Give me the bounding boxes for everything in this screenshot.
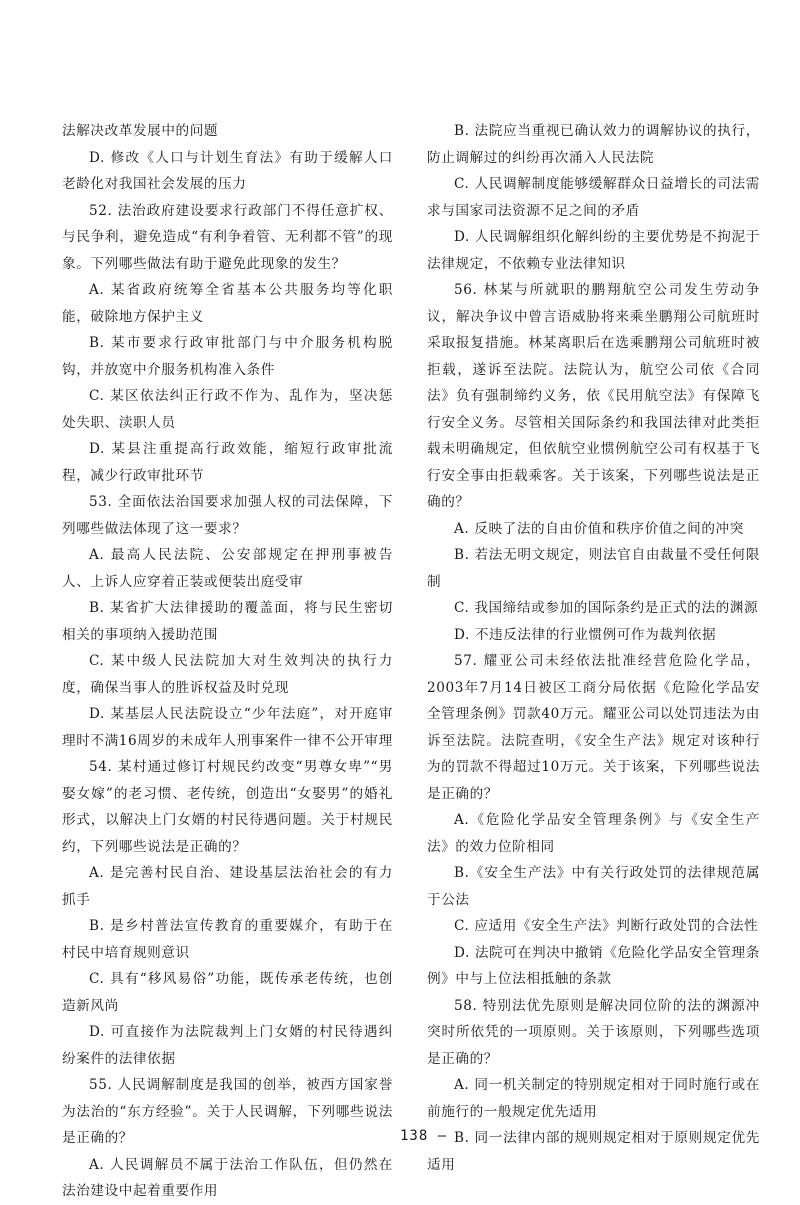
left-paragraph: B. 某市要求行政审批部门与中介服务机构脱钩，并放宽中介服务机构准入条件: [62, 335, 393, 378]
left-paragraph: C. 某区依法纠正行政不作为、乱作为，坚决惩处失职、渎职人员: [62, 388, 393, 431]
right-paragraph: C. 人民调解制度能够缓解群众日益增长的司法需求与国家司法资源不足之间的矛盾: [427, 176, 760, 219]
right-paragraph: A.《危险化学品安全管理条例》与《安全生产法》的效力位阶相同: [427, 812, 760, 855]
right-paragraph: A. 同一机关制定的特别规定相对于同时施行或在前施行的一般规定优先适用: [427, 1077, 760, 1120]
left-paragraph: 52. 法治政府建设要求行政部门不得任意扩权、与民争利，避免造成“有利争着管、无利都不管”的现象。下列哪些做法有助于避免此现象的发生？: [62, 202, 393, 272]
right-paragraph: 58. 特别法优先原则是解决同位阶的法的渊源冲突时所依凭的一项原则。关于该原则，下列哪些选项是正确的？: [427, 997, 760, 1067]
left-paragraph: B. 是乡村普法宣传教育的重要媒介，有助于在村民中培育规则意识: [62, 918, 393, 961]
right-paragraph: B. 同一法律内部的规则规定相对于原则规定优先适用: [427, 1130, 760, 1173]
right-paragraph: A. 反映了法的自由价值和秩序价值之间的冲突: [454, 520, 744, 537]
right-paragraph: D. 不违反法律的行业惯例可作为裁判依据: [454, 626, 717, 643]
right-paragraph: 56. 林某与所就职的鹏翔航空公司发生劳动争议，解决争议中曾言语威胁将来乘坐鹏翔公司航班时采取报复措施。林某离职后在选乘鹏翔公司航班时被拒载，遂诉至法院。法院认为，航空公司依《合同法》负有强制缔约义务，依《民用航空法》有保障飞行安全义务。尽管相关国际条约和我国法律对此类拒载未明确规定，但依航空业惯例航空公司有权基于飞行安全事由拒载乘客。关于该案，下列哪些说法是正确的？: [427, 282, 760, 510]
right-paragraph: D. 法院可在判决中撤销《危险化学品安全管理条例》中与上位法相抵触的条款: [427, 944, 760, 987]
left-paragraph: D. 某基层人民法院设立“少年法庭”，对开庭审理时不满16周岁的未成年人刑事案件一律不公开审理: [62, 706, 393, 749]
right-paragraph: C. 应适用《安全生产法》判断行政处罚的合法性: [454, 918, 759, 934]
right-paragraph: B. 若法无明文规定，则法官自由裁量不受任何限制: [427, 547, 760, 590]
left-paragraph: 55. 人民调解制度是我国的创举，被西方国家誉为法治的“东方经验”。关于人民调解，下列哪些说法是正确的？: [62, 1077, 393, 1146]
left-paragraph: A. 某省政府统筹全省基本公共服务均等化职能，破除地方保护主义: [62, 282, 393, 325]
left-paragraph: A. 是完善村民自治、建设基层法治社会的有力抓手: [62, 865, 393, 908]
left-paragraph: 53. 全面依法治国要求加强人权的司法保障，下列哪些做法体现了这一要求？: [62, 494, 393, 537]
left-paragraph: A. 人民调解员不属于法治工作队伍，但仍然在法治建设中起着重要作用: [62, 1156, 393, 1199]
left-paragraph: C. 具有“移风易俗”功能，既传承老传统，也创造新风尚: [62, 971, 393, 1014]
right-paragraph: B. 法院应当重视已确认效力的调解协议的执行，防止调解过的纠纷再次涌入人民法院: [427, 123, 760, 166]
left-paragraph: B. 某省扩大法律援助的覆盖面，将与民生密切相关的事项纳入援助范围: [62, 600, 393, 643]
right-paragraph: D. 人民调解组织化解纠纷的主要优势是不拘泥于法律规定，不依赖专业法律知识: [427, 229, 760, 272]
right-paragraph: B.《安全生产法》中有关行政处罚的法律规范属于公法: [427, 865, 760, 908]
right-paragraph: C. 我国缔结或参加的国际条约是正式的法的渊源: [454, 600, 759, 616]
page-number: 138 —: [400, 1128, 448, 1144]
left-paragraph: 54. 某村通过修订村规民约改变“男尊女卑”“男娶女嫁”的老习惯、老传统，创造出“女娶男”的婚礼形式，以解决上门女婿的村民待遇问题。关于村规民约，下列哪些说法是正确的？: [62, 759, 393, 855]
left-paragraph: D. 某县注重提高行政效能，缩短行政审批流程，减少行政审批环节: [62, 441, 393, 484]
right-column: [427, 118, 760, 1178]
left-paragraph: D. 可直接作为法院裁判上门女婿的村民待遇纠纷案件的法律依据: [62, 1024, 393, 1067]
left-paragraph: A. 最高人民法院、公安部规定在押刑事被告人、上诉人应穿着正装或便装出庭受审: [62, 547, 393, 590]
left-column: [62, 118, 393, 1205]
left-paragraph: 法解决改革发展中的问题: [62, 123, 219, 139]
right-paragraph: 57. 耀亚公司未经依法批准经营危险化学品，2003年7月14日被区工商分局依据《危险化学品安全管理条例》罚款40万元。耀亚公司以处罚违法为由诉至法院。法院查明，《安全生产法》规定对该种行为的罚款不得超过10万元。关于该案，下列哪些说法是正确的？: [427, 653, 760, 802]
left-paragraph: D. 修改《人口与计划生育法》有助于缓解人口老龄化对我国社会发展的压力: [62, 149, 393, 192]
left-paragraph: C. 某中级人民法院加大对生效判决的执行力度，确保当事人的胜诉权益及时兑现: [62, 653, 393, 696]
